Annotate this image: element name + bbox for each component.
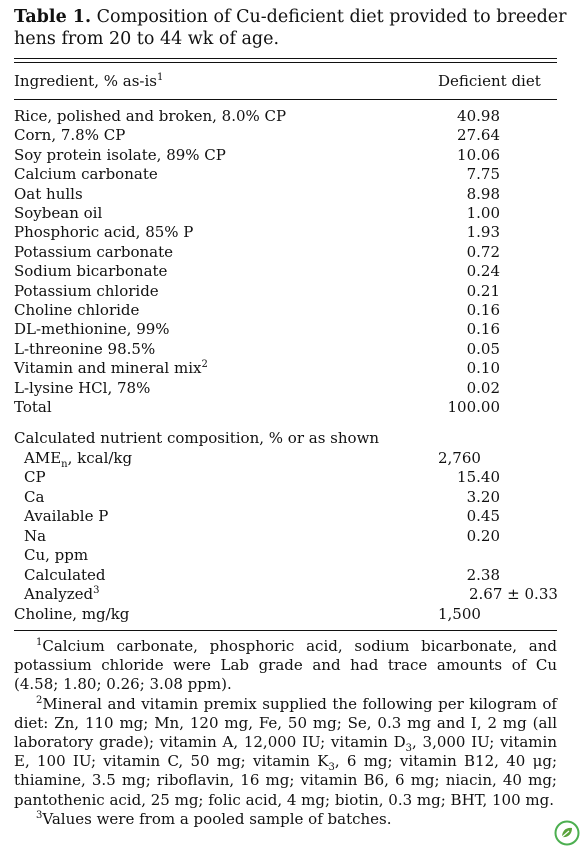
table-row-total: Total 100.00: [14, 398, 500, 416]
table-row: L-threonine 98.5% 0.05: [14, 339, 500, 358]
table-row: Oat hulls 8.98: [14, 184, 500, 203]
table-row: $AME_n$, kcal/kg 2,760: [24, 448, 481, 470]
footnotes: [14, 637, 557, 829]
footnote-1: $^1$Calcium carbonate, phosphoric acid, sodium bicarbonate, and potassium chloride were Lab grade and had trace amounts of Cu (4.58; 1.80; 0.26; 3.08 ppm).: [14, 637, 557, 694]
bottom-rule: [14, 630, 557, 631]
table-caption: [14, 6, 570, 50]
table-label: Table 1.: [14, 7, 92, 27]
table-row: Available P 0.45: [24, 507, 500, 525]
table-row: Na 0.20: [24, 526, 500, 545]
nutrients-heading: Calculated nutrient composition, % or as shown: [14, 429, 380, 447]
table-row: Potassium carbonate 0.72: [14, 242, 500, 261]
table-row: Analyzed$^3$ 2.67 ± 0.33: [24, 585, 558, 603]
table-row: CP 15.40: [24, 468, 500, 486]
header-rule: [14, 99, 557, 100]
table-title: Composition of Cu-deficient diet provided to breeder hens from 20 to 44 wk of age.: [14, 7, 567, 49]
table-row: Cu, ppm: [24, 546, 89, 564]
table-row: Soybean oil 1.00: [14, 204, 500, 222]
table-row: DL-methionine, 99% 0.16: [14, 320, 500, 339]
top-rule: [14, 58, 557, 59]
footnote-3: $^3$Values were from a pooled sample of batches.: [36, 809, 392, 828]
table-row: Soy protein isolate, 89% CP 10.06: [14, 145, 500, 164]
table-row: Sodium bicarbonate 0.24: [14, 262, 500, 281]
leaf-logo-icon: [554, 820, 580, 846]
table-row: Corn, 7.8% CP 27.64: [14, 126, 500, 145]
table-row: L-lysine HCl, 78% 0.02: [14, 378, 500, 397]
table-row: Ca 3.20: [24, 487, 500, 506]
column-header-ingredient: Ingredient, % $as-is^1$: [14, 72, 164, 90]
table-row: Rice, polished and broken, 8.0% CP 40.98: [14, 107, 500, 125]
top-rule-double: [14, 62, 557, 63]
table-row: Vitamin and mineral mix$^2$ 0.10: [14, 359, 500, 378]
table-row: Phosphoric acid, 85% P 1.93: [14, 223, 500, 242]
table-row: Calcium carbonate 7.75: [14, 165, 500, 184]
table-row: Choline chloride 0.16: [14, 301, 500, 319]
footnote-2: $^2$Mineral and vitamin premix supplied the following per kilogram of diet: Zn, 110 mg; Mn, 120 mg, Fe, 50 mg; Se, 0.3 mg and I, 2 mg (all laboratory grade); vitamin A, 12,000 IU; vitamin $D_3$, 3,000 IU; vitamin E, 100 IU; vitamin C, 50 mg; vitamin $K_3$, 6 mg; vitamin B12, 40 μg; thiamine, 3.5 mg; riboflavin, 16 mg; vitamin B6, 6 mg; niacin, 40 mg; pantothenic acid, 25 mg; folic acid, 4 mg; biotin, 0.3 mg; BHT, 100 mg.: [14, 694, 557, 809]
table-row: Calculated 2.38: [24, 565, 500, 584]
table-row: Potassium chloride 0.21: [14, 281, 500, 300]
table-row: Choline, mg/kg 1,500: [14, 604, 481, 623]
column-header-deficient-diet: Deficient diet: [438, 72, 541, 90]
